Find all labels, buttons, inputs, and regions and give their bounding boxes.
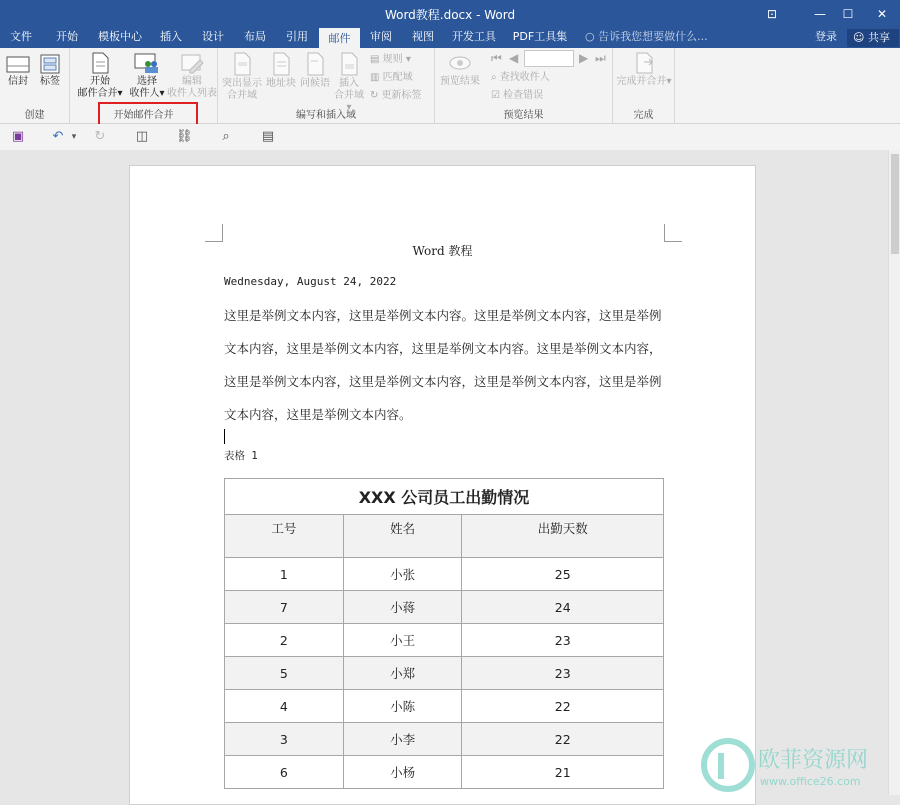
start-mail-merge-button[interactable] (74, 52, 126, 100)
group-finish (613, 48, 675, 124)
table-cell: 22 (462, 690, 664, 723)
table-cell: 5 (225, 657, 344, 690)
document-header-title: Word 教程 (412, 244, 473, 258)
paragraph-line: 文本内容，这里是举例文本内容，这里是举例文本内容。这里是举例文本内容， (224, 341, 662, 356)
table-cell: 24 (462, 591, 664, 624)
recipients-icon (134, 52, 160, 74)
header-cell-name: 姓名 (343, 515, 462, 558)
tab-design[interactable]: 设计 (202, 30, 224, 43)
margin-mark-top-right (664, 224, 682, 242)
select-recipients-button[interactable] (126, 52, 168, 100)
update-labels-icon: ↻ (370, 90, 382, 101)
tab-layout[interactable]: 布局 (244, 30, 266, 43)
rules-label: 规则 (382, 54, 403, 65)
person-icon: ☺ (853, 31, 868, 44)
vertical-scrollbar[interactable] (888, 150, 900, 795)
greeting-line-button[interactable] (298, 52, 332, 90)
tab-file[interactable]: 文件 (10, 30, 32, 43)
save-icon[interactable]: ▣ (11, 129, 25, 144)
labels-button[interactable] (36, 54, 64, 88)
group-finish-label: 完成 (633, 110, 654, 121)
maximize-button[interactable]: ☐ (842, 7, 854, 21)
tab-pdf-tools[interactable]: PDF工具集 (512, 30, 568, 43)
paragraph-line: 文本内容，这里是举例文本内容。 (224, 407, 412, 422)
group-write-insert-label: 编写和插入域 (296, 110, 356, 121)
table-cell: 小杨 (343, 756, 462, 789)
greeting-line-label: 问候语 (300, 78, 330, 89)
table-cell: 4 (225, 690, 344, 723)
text-cursor (224, 429, 225, 444)
tab-references[interactable]: 引用 (286, 30, 308, 43)
tab-template-center[interactable]: 模板中心 (98, 30, 142, 43)
table-cell: 小陈 (343, 690, 462, 723)
quick-access-toolbar (0, 124, 900, 150)
preview-eye-icon (448, 52, 472, 74)
match-fields-button[interactable] (370, 72, 413, 84)
next-record-icon: ▶ (579, 51, 589, 65)
header-cell-days: 出勤天数 (462, 515, 664, 558)
table-cell: 3 (225, 723, 344, 756)
group-write-insert-fields (218, 48, 435, 124)
next-record-button[interactable] (579, 52, 588, 64)
group-preview-label: 预览结果 (503, 110, 544, 121)
envelopes-button[interactable] (4, 54, 32, 88)
labels-icon (38, 54, 62, 74)
highlight-label-1: 突出显示 (222, 78, 262, 89)
edit-recipient-list-button[interactable] (166, 52, 218, 100)
insert-merge-field-label-1: 插入 (339, 78, 359, 89)
edit-recipient-list-label-1: 编辑 (182, 76, 202, 87)
tell-me-box[interactable] (585, 28, 708, 48)
table-cell: 22 (462, 723, 664, 756)
group-preview-results (435, 48, 613, 124)
finish-merge-button[interactable] (615, 52, 673, 88)
find-recipient-label: 查找收件人 (499, 72, 550, 83)
table-row (225, 558, 664, 591)
insert-merge-field-label-2: 合并域 (334, 90, 364, 101)
document-page[interactable] (129, 165, 756, 805)
labels-label: 标签 (40, 76, 60, 87)
ribbon-tabs (0, 28, 900, 48)
undo-dropdown-icon[interactable]: ▾ (71, 132, 77, 142)
select-recipients-label-2: 收件人 (129, 88, 160, 99)
start-mail-merge-label-1: 开始 (90, 76, 110, 87)
tab-view[interactable]: 视图 (412, 30, 434, 43)
close-button[interactable]: ✕ (876, 7, 888, 21)
chevron-down-icon: ▾ (159, 88, 165, 99)
table-row (225, 723, 664, 756)
find-icon: ⌕ (491, 72, 500, 83)
share-button[interactable] (847, 29, 899, 47)
window-title: Word教程.docx - Word (384, 8, 516, 22)
chevron-down-icon: ▾ (666, 76, 672, 87)
paragraph-line: 这里是举例文本内容，这里是举例文本内容，这里是举例文本内容，这里是举例 (224, 374, 662, 389)
chevron-down-icon: ▾ (117, 88, 123, 99)
record-number-input[interactable] (524, 50, 574, 67)
tab-review[interactable]: 审阅 (370, 30, 392, 43)
tab-developer[interactable]: 开发工具 (452, 30, 496, 43)
chevron-down-icon: ▾ (402, 54, 411, 65)
tell-me-text: 告诉我您想要做什么... (598, 30, 708, 43)
greeting-line-icon (304, 52, 326, 76)
tab-home[interactable]: 开始 (56, 30, 78, 43)
highlight-fields-icon (231, 52, 253, 76)
table-cell: 1 (225, 558, 344, 591)
paragraph-line: 这里是举例文本内容，这里是举例文本内容。这里是举例文本内容，这里是举例 (224, 308, 662, 323)
table-cell: 7 (225, 591, 344, 624)
document-date: Wednesday, August 24, 2022 (224, 275, 397, 288)
tab-insert[interactable]: 插入 (160, 30, 182, 43)
address-block-icon (270, 52, 292, 76)
first-record-icon: ⏮ (491, 51, 502, 65)
table-row (225, 624, 664, 657)
highlight-label-2: 合并域 (227, 90, 257, 101)
share-label: 共享 (867, 31, 890, 44)
login-link[interactable]: 登录 (815, 30, 837, 43)
table-cell: 小郑 (343, 657, 462, 690)
rules-button[interactable] (370, 54, 411, 66)
group-create (0, 48, 70, 124)
envelopes-label: 信封 (8, 76, 28, 87)
last-record-button[interactable] (595, 52, 606, 64)
finish-merge-label: 完成并合并 (616, 76, 667, 87)
check-errors-button[interactable] (491, 90, 543, 102)
redo-icon[interactable]: ↻ (94, 129, 106, 144)
table-row (225, 690, 664, 723)
table-cell: 6 (225, 756, 344, 789)
match-fields-label: 匹配域 (382, 72, 413, 83)
clipboard-icon[interactable]: ▤ (261, 129, 275, 144)
start-mail-merge-label-2: 邮件合并 (77, 88, 118, 99)
address-block-label: 地址块 (266, 78, 296, 89)
ribbon-display-options-button[interactable]: ⊡ (766, 7, 778, 21)
insert-merge-field-button[interactable] (332, 52, 366, 114)
previous-record-icon: ◀ (509, 51, 519, 65)
table-cell: 小李 (343, 723, 462, 756)
table-row (225, 756, 664, 789)
table-cell: 23 (462, 657, 664, 690)
previous-record-button[interactable] (509, 52, 518, 64)
last-record-icon: ⏭ (595, 51, 606, 65)
rules-icon: ▤ (370, 54, 383, 65)
watermark-text: 欧菲资源网 (758, 748, 869, 773)
watermark-url: www.office26.com (760, 775, 861, 788)
group-create-label: 创建 (24, 110, 45, 121)
envelope-icon (6, 54, 30, 74)
document-icon (88, 52, 112, 74)
highlight-merge-fields-button[interactable] (220, 52, 264, 102)
update-labels-label: 更新标签 (381, 90, 422, 101)
preview-results-label: 预览结果 (440, 76, 480, 87)
margin-mark-top-left (205, 224, 223, 242)
link-icon[interactable]: ⛓ (176, 129, 193, 144)
first-record-button[interactable] (491, 52, 502, 64)
edit-recipient-list-label-2: 收件人列表 (167, 88, 217, 99)
check-errors-icon: ☑ (491, 90, 504, 101)
lightbulb-icon: ○ (585, 30, 599, 43)
table-row (225, 657, 664, 690)
table-cell: 23 (462, 624, 664, 657)
table-cell: 2 (225, 624, 344, 657)
insert-field-icon (338, 52, 360, 76)
find-recipient-button[interactable] (491, 72, 550, 84)
table-cell: 小王 (343, 624, 462, 657)
preview-results-button[interactable] (437, 52, 483, 88)
undo-icon[interactable]: ↶ (52, 129, 64, 144)
table-cell: 21 (462, 756, 664, 789)
table-caption: 表格 1 (224, 450, 258, 462)
finish-merge-icon (632, 52, 656, 74)
minimize-button[interactable]: — (814, 7, 826, 21)
title-bar (0, 0, 900, 28)
address-block-button[interactable] (264, 52, 298, 90)
tab-mailings[interactable]: 邮件 (319, 28, 360, 48)
chevron-down-icon: ▾ (346, 102, 352, 113)
update-labels-button[interactable] (370, 90, 422, 102)
watermark-logo-icon (700, 735, 900, 795)
site-watermark (700, 735, 900, 795)
table-cell: 小蒋 (343, 591, 462, 624)
match-fields-icon: ▥ (370, 72, 383, 83)
table-cell: 25 (462, 558, 664, 591)
print-preview-icon[interactable]: ⌕ (222, 129, 230, 144)
group-start-mail-merge-label: 开始邮件合并 (113, 110, 174, 121)
two-pages-icon[interactable]: ◫ (135, 129, 149, 144)
check-errors-label: 检查错误 (503, 90, 544, 101)
table-cell: 小张 (343, 558, 462, 591)
table-title: XXX 公司员工出勤情况 (225, 479, 664, 515)
select-recipients-label-1: 选择 (137, 76, 157, 87)
edit-list-icon (180, 52, 204, 74)
header-cell-id: 工号 (225, 515, 344, 558)
scrollbar-thumb[interactable] (891, 154, 899, 254)
attendance-table (224, 478, 664, 789)
table-row (225, 591, 664, 624)
